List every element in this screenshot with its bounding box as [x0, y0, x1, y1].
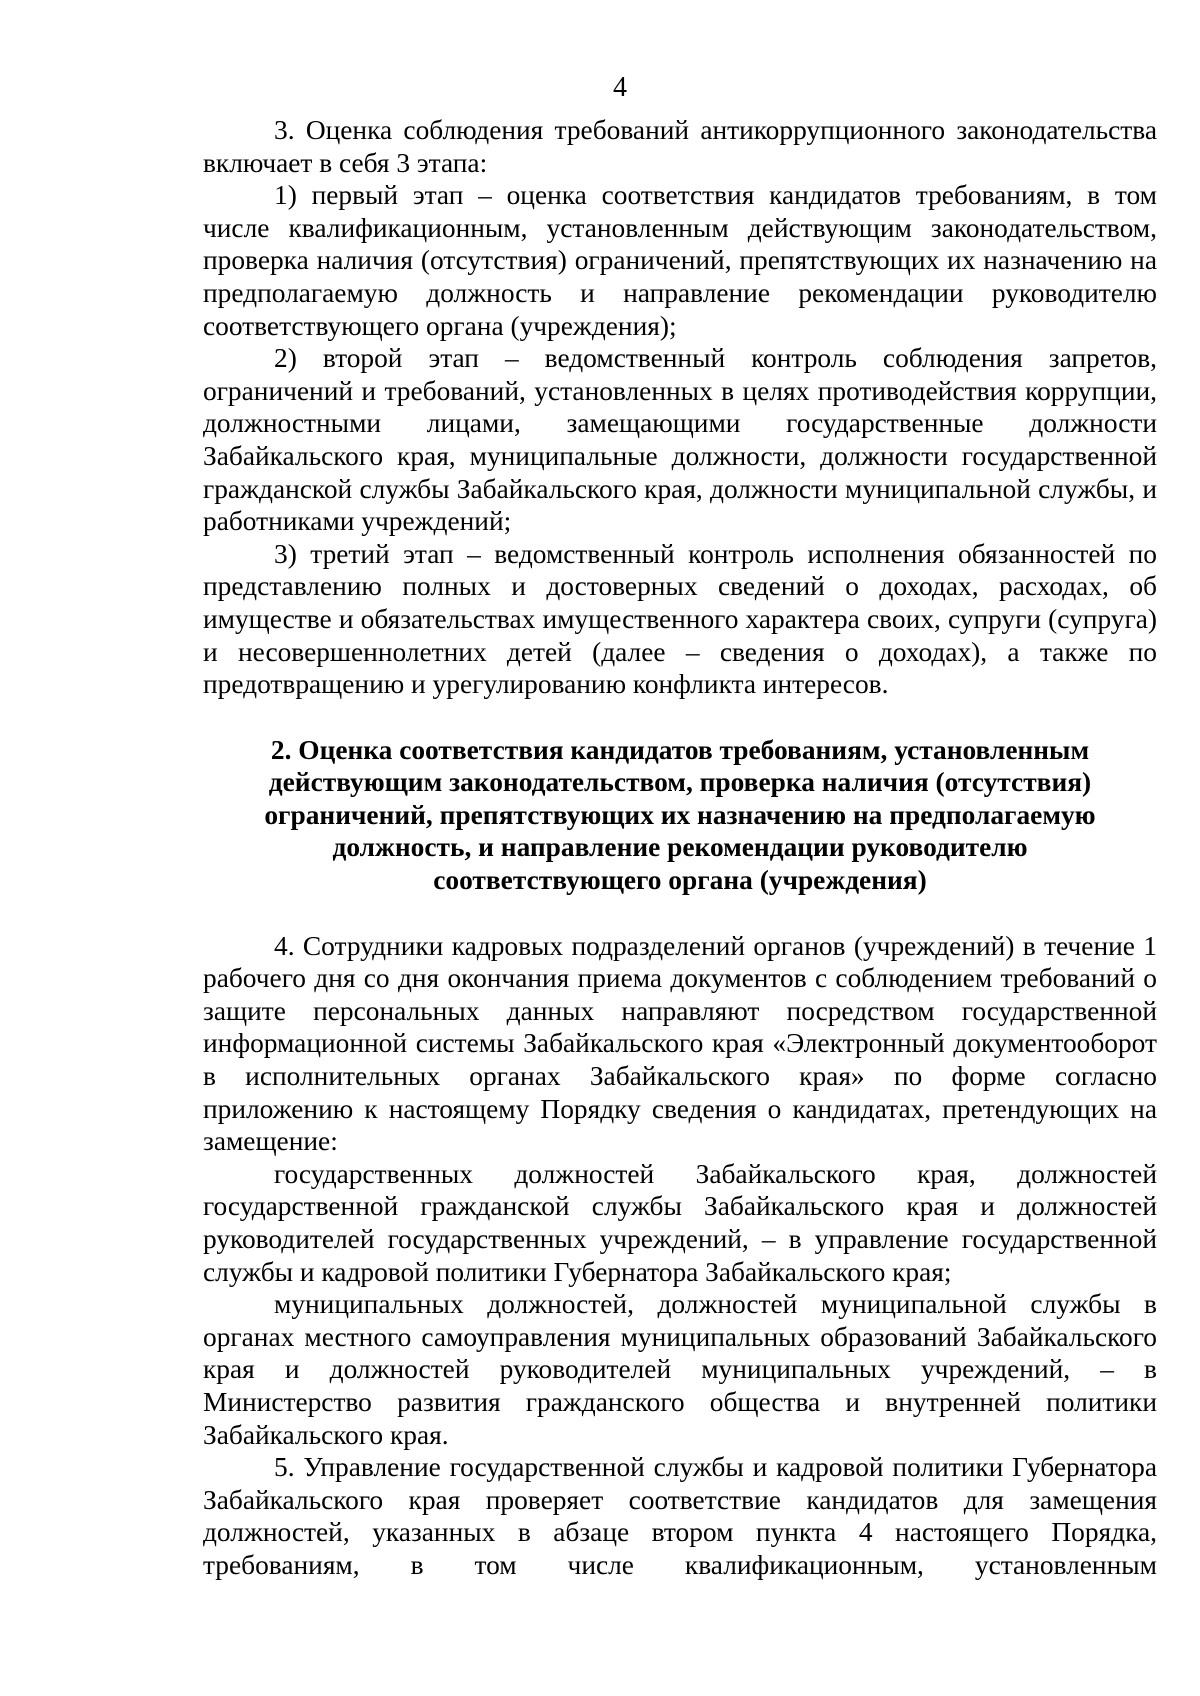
paragraph-item-4: 4. Сотрудники кадровых подразделений органов (учреждений) в течение 1 рабочего дня со дня окончания приема документов с соблюдением требований о защите персональных данных направляют посредством государственной информационной системы Забайкальского края «Электронный документооборот в исполнительных органах Забайкальского края» по форме согласно приложению к настоящему Порядку сведения о кандидатах, претендующих на замещение:	[203, 930, 1157, 1157]
paragraph-stage-3: 3) третий этап – ведомственный контроль исполнения обязанностей по представлению полных и достоверных сведений о доходах, расходах, об имуществе и обязательствах имущественного характера своих, супруги (супруга) и несовершеннолетних детей (далее – сведения о доходах), а также по предотвращению и урегулированию конфликта интересов.	[203, 538, 1157, 700]
paragraph-stage-1: 1) первый этап – оценка соответствия кандидатов требованиям, в том числе квалификационным, установленным действующим законодательством, проверка наличия (отсутствия) ограничений, препятствующих их назначению на предполагаемую должность и направление рекомендации руководителю соответствующего органа (учреждения);	[203, 180, 1157, 341]
paragraph-item-3: 3. Оценка соблюдения требований антикоррупционного законодательства включает в себя 3 этапа:	[203, 115, 1157, 178]
paragraph-item-5: 5. Управление государственной службы и кадровой политики Губернатора Забайкальского края проверяет соответствие кандидатов для замещения должностей, указанных в абзаце втором пункта 4 настоящего Порядка, требованиям, в том числе квалификационным, установленным	[203, 1452, 1157, 1580]
paragraph-municipal-positions: муниципальных должностей, должностей муниципальной службы в органах местного самоуправления муниципальных образований Забайкальского края и должностей руководителей муниципальных учреждений, – в Министерство развития гражданского общества и внутренней политики Забайкальского края.	[203, 1289, 1157, 1450]
document-body	[203, 114, 1157, 1582]
spacer	[203, 701, 1157, 734]
paragraph-stage-2: 2) второй этап – ведомственный контроль соблюдения запретов, ограничений и требований, установленных в целях противодействия коррупции, должностными лицами, замещающими государственные должности Забайкальского края, муниципальные должности, должности государственной гражданской службы Забайкальского края, должности муниципальной службы, и работниками учреждений;	[203, 343, 1157, 537]
paragraph-state-positions: государственных должностей Забайкальского края, должностей государственной гражданской службы Забайкальского края и должностей руководителей государственных учреждений, – в управление государственной службы и кадровой политики Губернатора Забайкальского края;	[203, 1158, 1157, 1287]
page-number: 4	[613, 72, 627, 103]
spacer	[203, 897, 1157, 930]
section-heading: 2. Оценка соответствия кандидатов требованиям, установленным действующим законодательством, проверка наличия (отсутствия) ограничений, препятствующих их назначению на предполагаемую должность, и направление рекомендации руководителю соответствующего органа (учреждения)	[264, 734, 1096, 896]
